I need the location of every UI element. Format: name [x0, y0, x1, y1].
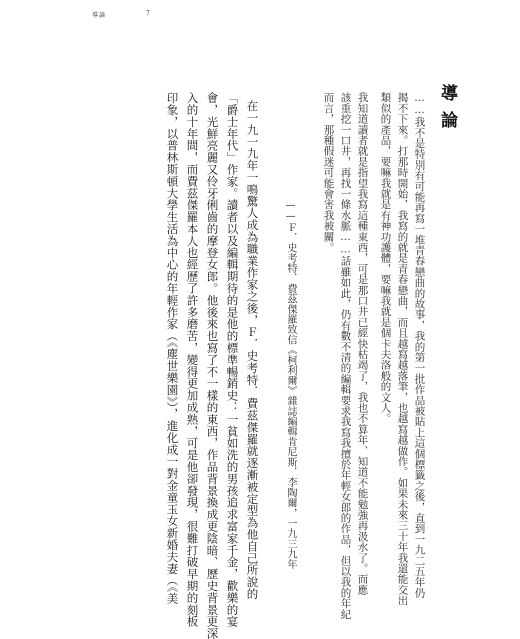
epigraph-line: ……我不是特別有可能再寫一堆青春戀曲的故事，我的第一批作品被貼上這個標籤之後，直到一九二五年仍 — [413, 92, 426, 598]
chapter-title: 導論 — [437, 84, 457, 138]
epigraph-attribution: ——Ｆ．史考特．費茲傑羅致信《柯利爾》雜誌編輯肯尼斯．李陶爾，一九三九年 — [285, 200, 296, 570]
epigraph-line: 該重挖一口井，再找一條水脈……話雖如此，仍有數不清的編輯要求我寫我擅於年輕女郎的作品，但以我的年紀 — [339, 92, 352, 620]
body-line: 在一九一九年一鳴驚人成為職業作家之後，Ｆ．史考特．費茲傑羅就逐漸被定型為他自己所說的 — [245, 100, 260, 600]
running-head: 導論 — [92, 12, 107, 19]
epigraph-line: 而言，那種假迷可能會害我被關。 — [322, 92, 335, 253]
body-line: 「爵士年代」作家。讀者以及編輯期待的是他的標準暢銷史：一貧如洗的男孩追求富家千金，歡樂的宴 — [225, 92, 240, 628]
epigraph-line: 揭不下來。打那時開始，我寫的就是青春戀曲，而且越寫越落筆，也越寫越做作。如果未來三十年我還能交出 — [396, 92, 409, 606]
page-number: 7 — [146, 10, 150, 17]
body-line: 印象，以普林斯頓大學生活為中心的年輕作家（《塵世樂園》），進化成一對金童玉女新婚夫妻（《美 — [165, 92, 180, 605]
body-line: 會，光鮮亮麗又伶牙俐齒的摩登女郎。他後來也寫了不一樣的東西，作品背景換成更陰暗、歷史背景更深 — [205, 92, 220, 639]
epigraph-line: 類似的產品，要嘛我就是有神功護體，要嘛我就是個卡夫洛般的文人。 — [379, 92, 392, 424]
body-line: 入的十年間，而費茲傑羅本人也經歷了許多磨苦，變得更加成熟，可是他卻發現，很難打破早期的刻板 — [185, 92, 200, 628]
epigraph-line: 我知道讀者就是指望我寫這種東西，可是那口井已經快枯竭了，我也不算年、知道不能勉強再汲水了。而應 — [356, 92, 369, 595]
